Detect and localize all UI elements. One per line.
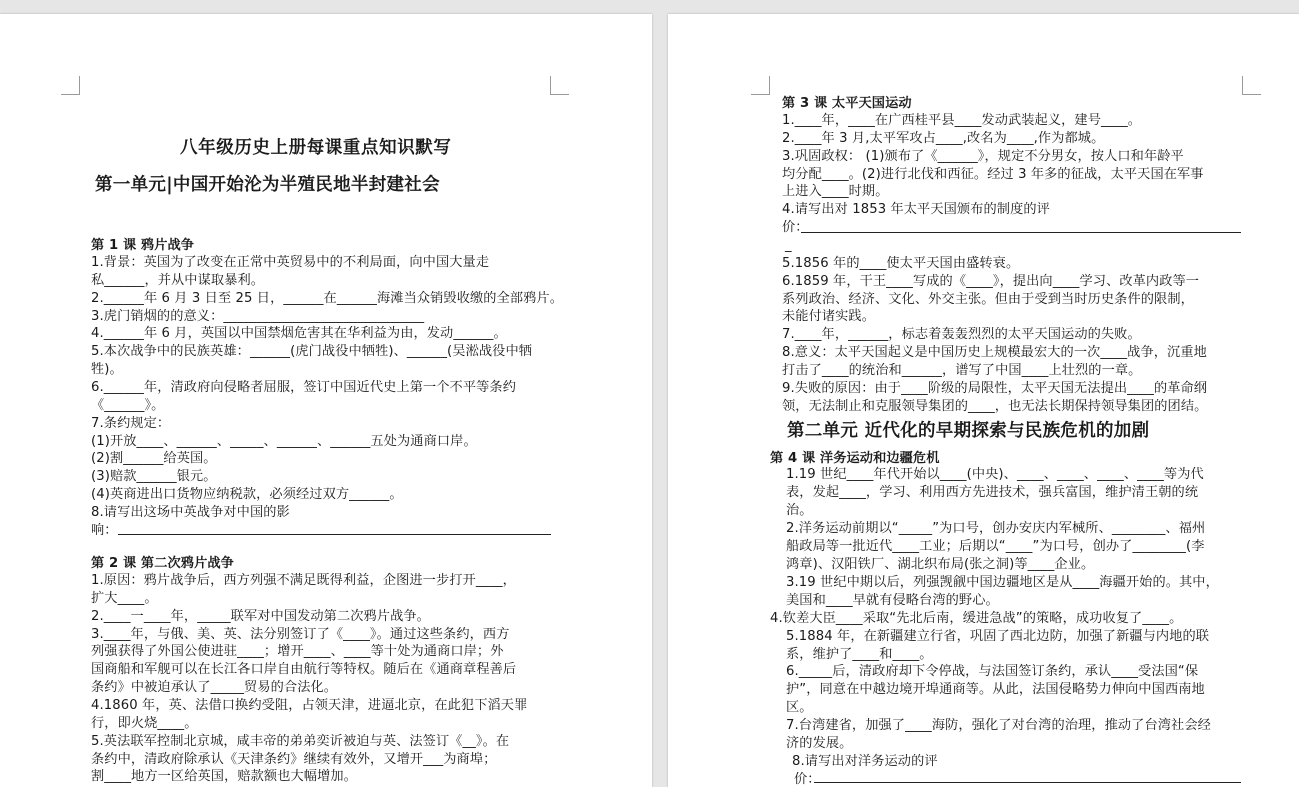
text-line: 5.1884 年，在新疆建立行省，巩固了西北边防，加强了新疆与内地的联 (786, 629, 1210, 644)
text-line: 打击了____的统治和______，谱写了中国____上壮烈的一章。 (782, 363, 1142, 378)
unit-1-title: 第一单元|中国开始沦为半殖民地半封建社会 (95, 175, 440, 195)
text-line: 上进入____时期。 (782, 184, 889, 199)
text-line: 领，无法制止和克服领导集团的____，也无法长期保持领导集团的团结。 (782, 399, 1208, 414)
text-line: 国商船和军舰可以在长江各口岸自由航行等特权。随后在《通商章程善后 (91, 662, 517, 677)
text-line: 8.请写出这场中英战争对中国的影 (91, 505, 290, 520)
text-line: 6.1859 年，干王____写成的《____》，提出向____学习、改革内政等一 (782, 274, 1200, 289)
lesson-4-heading: 第 4 课 洋务运动和边疆危机 (770, 451, 940, 466)
text-line: 1.19 世纪____年代开始以____(中央)、____、____、____、____等为代 (786, 467, 1204, 482)
text-line: 8.意义：太平天国起义是中国历史上规模最宏大的一次____战争，沉重地 (782, 345, 1207, 360)
text-line: 5.1856 年的____使太平天国由盛转衰。 (782, 256, 1020, 271)
text-line: _ (785, 238, 792, 253)
text-line: 2.____年 3 月,太平军攻占____,改名为____,作为都城。 (782, 131, 1105, 146)
answer-line (814, 782, 1241, 783)
text-line: 6._____后，清政府却下令停战，与法国签订条约，承认____受法国“保 (786, 664, 1199, 679)
text-line: 系列政治、经济、文化、外交主张。但由于受到当时历史条件的限制， (782, 292, 1194, 307)
text-line: 系，维护了____和____。 (786, 647, 933, 662)
text-line: 治。 (786, 503, 813, 518)
text-line: 2.______年 6 月 3 日至 25 日，______在______海滩当众销毁收缴的全部鸦片。 (91, 291, 564, 306)
text-line: 4.请写出对 1853 年太平天国颁布的制度的评 (782, 202, 1050, 217)
text-line: 鸿章)、汉阳铁厂、湖北织布局(张之洞)等____企业。 (786, 557, 1095, 572)
text-line: 济的发展。 (786, 736, 853, 751)
text-line: 条约》中被迫承认了_____贸易的合法化。 (91, 680, 338, 695)
text-line: 3.巩固政权： (1)颁布了《______》，规定不分男女，按人口和年龄平 (782, 149, 1184, 164)
crop-mark (550, 76, 569, 95)
text-line: 3.____年，与俄、美、英、法分别签订了《____》。通过这些条约，西方 (91, 627, 510, 642)
text-line: 1.原因：鸦片战争后，西方列强不满足既得利益，企图进一步打开____， (91, 573, 516, 588)
crop-mark (751, 76, 770, 95)
text-line: 割____地方一区给英国，赔款额也大幅增加。 (91, 769, 357, 784)
text-line: 5.本次战争中的民族英雄：______(虎门战役中牺牲)、______(吴淞战役中牺 (91, 344, 533, 359)
text-line: 响： (91, 523, 118, 538)
text-line: 3.19 世纪中期以后，列强觊觎中国边疆地区是从____海疆开始的。其中， (786, 575, 1219, 590)
text-line: 表，发起____，学习、利用西方先进技术，强兵富国，维护清王朝的统 (786, 485, 1199, 500)
text-line: 船政局等一批近代____工业；后期以“____”为口号，创办了________(李 (786, 539, 1205, 554)
text-line: 价： (794, 772, 821, 787)
text-line: (4)英商进出口货物应纳税款，必须经过双方______。 (91, 487, 403, 502)
text-line: (1)开放____、______、_____、______、______五处为通商口岸。 (91, 434, 477, 449)
text-line: 美国和____早就有侵略台湾的野心。 (786, 593, 999, 608)
text-line: 价： (782, 220, 809, 235)
text-line: 条约中，清政府除承认《天津条约》继续有效外，又增开___为商埠； (91, 752, 497, 767)
text-line: 7.____年，______，标志着轰轰烈烈的太平天国运动的失败。 (782, 327, 1141, 342)
text-line: 1.背景：英国为了改变在正常中英贸易中的不利局面，向中国大量走 (91, 255, 490, 270)
text-line: 2.____一____年，_____联军对中国发动第二次鸦片战争。 (91, 609, 430, 624)
text-line: 护”，同意在中越边境开埠通商等。从此，法国侵略势力伸向中国西南地 (786, 682, 1205, 697)
answer-line (801, 232, 1241, 233)
text-line: 列强获得了外国公使进驻____；增开____、____等十处为通商口岸；外 (91, 644, 504, 659)
text-line: 8.请写出对洋务运动的评 (792, 754, 938, 769)
text-line: 《______》。 (91, 398, 165, 413)
text-line: 行，即火烧____。 (91, 716, 198, 731)
lesson-3-heading: 第 3 课 太平天国运动 (782, 96, 912, 111)
text-line: (3)赔款______银元。 (91, 469, 217, 484)
text-line: 7.台湾建省，加强了____海防，强化了对台湾的治理，推动了台湾社会经 (786, 718, 1211, 733)
text-line: 4.______年 6 月，英国以中国禁烟危害其在华利益为由，发动______。 (91, 326, 507, 341)
crop-mark (1242, 76, 1261, 95)
text-line: 牲)。 (91, 362, 123, 377)
document-page-right (668, 14, 1299, 787)
text-line: 4.钦差大臣____采取“先北后南，缓进急战”的策略，成功收复了____。 (770, 611, 1183, 626)
text-line: 均分配____。(2)进行北伐和西征。经过 3 年多的征战，太平天国在军事 (782, 167, 1204, 182)
lesson-2-heading: 第 2 课 第二次鸦片战争 (91, 556, 234, 571)
text-line: 5.英法联军控制北京城，咸丰帝的弟弟奕䜣被迫与英、法签订《__》。在 (91, 734, 510, 749)
document-title: 八年级历史上册每课重点知识默写 (180, 138, 452, 158)
answer-line (118, 534, 551, 535)
text-line: 1.____年，____在广西桂平县____发动武装起义，建号____。 (782, 113, 1142, 128)
lesson-1-heading: 第 1 课 鸦片战争 (91, 238, 195, 253)
text-line: 私______，并从中谋取暴利。 (91, 273, 265, 288)
text-line: 7.条约规定： (91, 416, 171, 431)
text-line: 2.洋务运动前期以“_____”为口号，创办安庆内军械所、________、福州 (786, 521, 1206, 536)
text-line: 扩大____。 (91, 591, 158, 606)
document-page-left (0, 14, 652, 787)
text-line: 区。 (786, 700, 813, 715)
unit-2-title: 第二单元 近代化的早期探索与民族危机的加剧 (787, 421, 1150, 441)
text-line: 4.1860 年，英、法借口换约受阻，占领天津，进逼北京，在此犯下滔天罪 (91, 698, 528, 713)
text-line: (2)割______给英国。 (91, 451, 217, 466)
text-line: 3.虎门销烟的的意义：______________________________ (91, 309, 425, 324)
text-line: 未能付诸实践。 (782, 309, 876, 324)
text-line: 9.失败的原因：由于____阶级的局限性，太平天国无法提出____的革命纲 (782, 381, 1208, 396)
crop-mark (61, 76, 80, 95)
text-line: 6.______年，清政府向侵略者屈服，签订中国近代史上第一个不平等条约 (91, 380, 516, 395)
